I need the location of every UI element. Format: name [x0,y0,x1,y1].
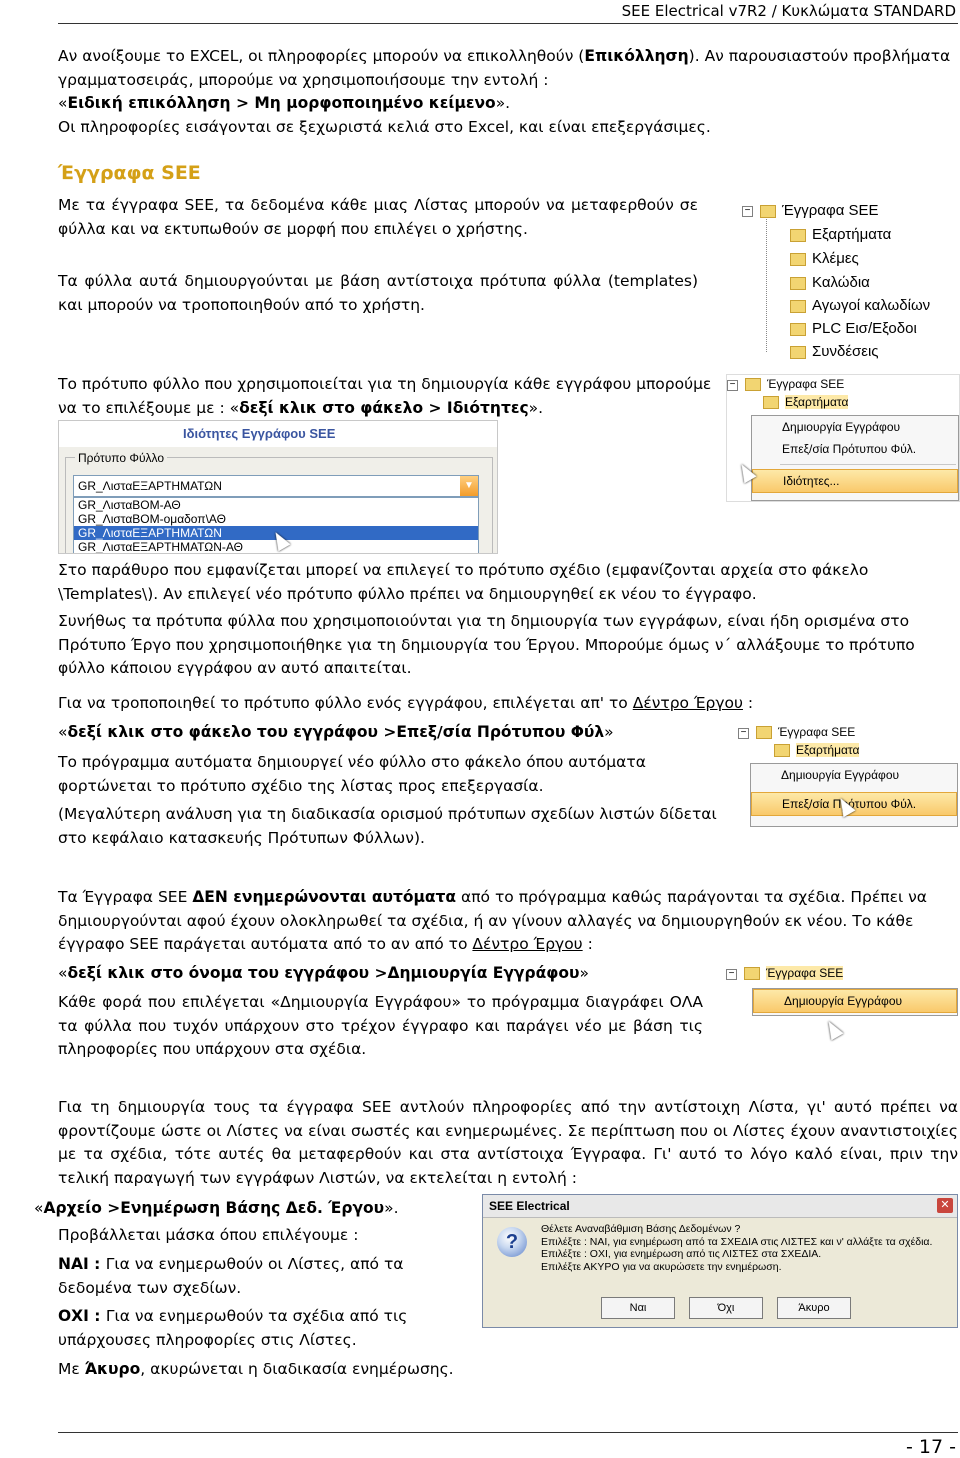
folder-icon [744,967,760,980]
text-bold: ΔΕΝ ενημερώνονται αυτόματα [192,888,457,906]
paragraph-mask: Προβάλλεται μάσκα όπου επιλέγουμε : [58,1226,359,1244]
message-line: Επιλέξτε ΑΚΥΡΟ για να ακυρώσετε την ενημέρωση. [541,1260,782,1273]
paragraph-more-info: (Μεγαλύτερη ανάλυση για τη διαδικασία ορισμού πρότυπων σχεδίων λιστών δίδεται στο κεφάλαιο κατασκευής Πρότυπων Φύλλων). [58,805,717,847]
paragraph-paste [58,45,958,139]
text: Για να ενημερωθούν τα σχέδια από τις υπάρχουσες πληροφορίες στις Λίστες. [58,1307,408,1349]
menu-item-edit-template[interactable]: Επεξ/σία Πρότυπου Φύλ. [751,792,957,816]
tree-item-see-docs[interactable] [744,966,843,980]
text: ». [384,1199,399,1217]
tree-item[interactable] [790,248,859,270]
folder-icon [790,229,806,242]
running-header: SEE Electrical v7R2 / Κυκλώματα STANDARD [621,2,956,20]
tree-label: Εξαρτήματα [812,226,892,243]
tree-item[interactable] [774,743,859,757]
paragraph-cancel [58,1358,488,1382]
folder-icon [763,396,779,409]
tree-label: Συνδέσεις [812,343,879,360]
text-bold: Αρχείο >Ενημέρωση Βάσης Δεδ. Έργου [43,1199,385,1217]
paragraph-window: Στο παράθυρο που εμφανίζεται μπορεί να επιλεγεί το πρότυπο σχέδιο (εμφανίζονται αρχεία στο φάκελο \Templates\). Αν επιλεγεί νέο πρότυπο φύλλο πρέπει να δημιουργηθεί εκ νέου το έγγραφο. [58,561,869,603]
text: » [604,723,614,741]
context-menu [750,763,958,827]
folder-icon [774,744,790,757]
tree-label: Εξαρτήματα [785,395,849,409]
section-title: Έγγραφα SEE [58,162,201,184]
mouse-cursor-icon [822,1018,843,1041]
collapse-icon: − [738,728,749,739]
folder-icon [745,378,761,391]
header-rule [58,23,958,24]
text: ». [528,398,544,417]
folder-icon [760,205,776,218]
text-bold: δεξί κλικ στο όνομα του εγγράφου >Δημιουργία Εγγράφου [67,964,580,982]
paragraph-update-lists: Για τη δημιουργία τους τα έγγραφα SEE αντλούν πληροφορίες από την αντίστοιχη Λίστα, γι' αυτό πρέπει να φροντίζουμε ώστε οι Λίστες να είναι σωστές και ενημερωμένες. Σε περίπτωση που οι Λίστες έχουν αναντιστοιχίες με τα σχέδια, τότε αυτές θα μεταφερθούν και στα αντίστοιχα Έγγραφα. Γι' αυτό το λόγο καλό είναι, πριν την τελική παραγωγή των εγγράφων Λιστών, να εκτελείται η εντολή : [58,1098,958,1187]
text: , ακυρώνεται η διαδικασία ενημέρωσης. [140,1360,454,1378]
paragraph-properties [58,373,718,420]
properties-dialog [58,420,498,554]
context-menu-screenshot-create [726,964,958,1046]
collapse-icon: − [726,969,737,980]
context-menu [752,988,958,1016]
paragraph-auto-sheet: Το πρόγραμμα αυτόματα δημιουργεί νέο φύλλο στο φάκελο όπου αυτόματα φορτώνεται το πρότυπο σχέδιο της λίστας προς επεξεργασία. [58,753,646,795]
text-bold: Δέντρο Έργου [632,694,743,712]
text: Για να τροποποιηθεί το πρότυπο φύλλο ενός εγγράφου, επιλέγεται απ' το [58,694,633,712]
tree-label: Έγγραφα SEE [767,377,845,391]
close-icon[interactable]: ✕ [937,1198,953,1213]
tree-item-see-docs[interactable] [745,377,844,391]
text: Με [58,1360,85,1378]
context-menu-screenshot-edit [738,723,958,827]
paragraph-command-update [34,1197,464,1221]
menu-item-edit-template[interactable]: Επεξ/σία Πρότυπου Φύλ. [782,442,917,456]
update-database-dialog [482,1194,958,1328]
group-label: Πρότυπο Φύλλο [75,451,167,465]
text-underlined: Δέντρο Έργου [472,935,583,953]
tree-item[interactable] [790,272,870,294]
text: Αν ανοίξουμε το EXCEL, οι πληροφορίες μπορούν να επικολληθούν ( [58,47,585,65]
footer-rule [58,1432,958,1433]
tree-item-see-docs[interactable] [760,200,879,222]
paragraph-yes [58,1253,458,1300]
text-bold: δεξί κλικ στο φάκελο > Ιδιότητες [239,398,529,417]
tree-item[interactable] [763,395,848,409]
menu-item-create-document[interactable]: Δημιουργία Εγγράφου [782,420,901,434]
paragraph-usually: Συνήθως τα πρότυπα φύλλα που χρησιμοποιούνται για τη δημιουργία των εγγράφων, είναι ήδη ορισμένα στο Πρότυπο Έργο που χρησιμοποιήθηκε για τη δημιουργία του Έργου. Μπορούμε όμως ν΄ αλλάξουμε το πρότυπο φύλλο κάποιου εγγράφου αν αυτό απαιτείται. [58,612,915,677]
menu-item-create-document[interactable]: Δημιουργία Εγγράφου [781,768,900,782]
text: Το πρότυπο φύλλο που χρησιμοποιείται για τη δημιουργία κάθε εγγράφου μπορούμε να το επιλέξουμε με : « [58,375,712,417]
tree-label: Κλέμες [812,250,859,267]
tree-label: Καλώδια [812,274,870,291]
dialog-title: SEE Electrical [483,1195,957,1218]
project-tree-screenshot [738,196,960,364]
template-select[interactable] [73,475,479,497]
text: Οι πληροφορίες εισάγονται σε ξεχωριστά κελιά στο Excel, και είναι επεξεργάσιμες. [58,117,711,136]
collapse-icon: − [727,380,738,391]
message-line: Επιλέξτε : ΝΑΙ, για ενημέρωση από τα ΣΧΕΔΙΑ στις ΛΙΣΤΕΣ και ν' αλλάξτε τα σχέδια. [541,1235,933,1248]
page-number: - 17 - [906,1436,956,1458]
text: ». [495,94,511,112]
tree-label: Έγγραφα SEE [778,725,856,739]
text: » [579,964,589,982]
tree-item[interactable] [790,318,917,340]
folder-icon [790,346,806,359]
list-item-selected[interactable]: GR_ΛισταΕΞΑΡΤΗΜΑΤΩΝ [74,526,478,540]
menu-item-create-document[interactable]: Δημιουργία Εγγράφου [753,989,957,1013]
paragraph-command-create [58,962,718,986]
dialog-title: Ιδιότητες Εγγράφου SEE [59,421,497,447]
text: « [58,964,68,982]
message-line: Θέλετε Αναναβάθμιση Βάσης Δεδομένων ? [541,1223,741,1235]
tree-label: Εξαρτήματα [796,743,860,757]
text: Για να ενημερωθούν οι Λίστες, από τα δεδομένα των σχεδίων. [58,1255,404,1297]
paragraph-templates: Τα φύλλα αυτά δημιουργούνται με βάση αντίστοιχα πρότυπα φύλλα (templates) και μπορούν να τροποποιηθούν από το χρήστη. [58,272,698,314]
text: Τα Έγγραφα SEE [58,888,193,906]
collapse-icon: − [742,206,753,217]
folder-icon [790,323,806,336]
text: από το πρόγραμμα καθώς παράγονται τα σχέδια. Πρέπει να δημιουργούνται αφού έχουν ολοκληρωθεί τα σχέδια, ή αν γίνουν αλλαγές να δημιουργηθούν εκ νέου. Το κάθε έγγραφο SEE παράγεται αυτόματα από το αν από το [58,888,927,953]
text-bold: Ειδική επικόλληση > Μη μορφοποιημένο κείμενο [67,94,496,112]
tree-item[interactable] [790,295,930,317]
tree-item[interactable] [790,341,879,363]
paragraph-each-time: Κάθε φορά που επιλέγεται «Δημιουργία Εγγράφου» το πρόγραμμα διαγράφει ΟΛΑ τα φύλλα που τυχόν υπάρχουν στο τρέχον έγγραφο και παράγει νέο με βάση τις πληροφορίες που υπάρχουν στα σχέδια. [58,993,703,1058]
folder-icon [790,300,806,313]
text: « [34,1199,44,1217]
text-bold: Επικόλληση [584,47,689,65]
cancel-button[interactable]: Άκυρο [777,1297,851,1319]
tree-label: Αγωγοί καλωδίων [812,297,931,314]
no-button[interactable]: Όχι [689,1297,763,1319]
menu-item-properties[interactable]: Ιδιότητες... [752,469,958,493]
chevron-down-icon[interactable]: ▼ [460,476,478,496]
text: « [58,723,68,741]
yes-button[interactable]: Ναι [601,1297,675,1319]
message-line: Επιλέξτε : ΟΧΙ, για ενημέρωση από τις ΛΙΣΤΕΣ στα ΣΧΕΔΙΑ. [541,1248,822,1260]
text-bold: Άκυρο [84,1360,141,1378]
text-bold: ΟΧΙ : [58,1307,106,1325]
paragraph-not-auto [58,886,958,957]
text: : [582,935,593,953]
text: ). Αν παρουσιαστούν προβλήματα γραμματοσειράς, μπορούμε να χρησιμοποιήσουμε την εντολή : [58,47,951,89]
folder-icon [790,253,806,266]
text: : [742,694,754,712]
context-menu [751,415,959,501]
folder-icon [756,726,772,739]
text-bold: ΝΑΙ : [58,1255,106,1273]
select-value: GR_ΛισταΕΞΑΡΤΗΜΑΤΩΝ [78,479,222,493]
list-item[interactable]: GR_ΛισταΕΞΑΡΤΗΜΑΤΩΝ-ΑΘ [78,540,244,554]
context-menu-screenshot [726,374,960,502]
tree-item-see-docs[interactable] [756,725,855,739]
tree-label: PLC Εισ/Εξοδοι [812,320,917,337]
paragraph-modify [58,692,958,716]
tree-label: Έγγραφα SEE [766,966,844,980]
text: « [58,94,68,112]
paragraph-command-edit [58,721,738,745]
question-icon: ? [497,1227,527,1257]
paragraph-no [58,1305,458,1352]
dialog-message [541,1223,951,1273]
list-item[interactable]: GR_ΛισταΒΟΜ-ΑΘ [78,498,181,512]
tree-label: Έγγραφα SEE [782,202,879,219]
tree-item[interactable] [790,224,891,246]
list-item[interactable]: GR_ΛισταΒΟΜ-ομαδοπ\ΑΘ [78,512,227,526]
paragraph-see-docs: Με τα έγγραφα SEE, τα δεδομένα κάθε μιας Λίστας μπορούν να μεταφερθούν σε φύλλα και να εκτυπωθούν σε μορφή που επιλέγει ο χρήστης. [58,196,698,238]
folder-icon [790,277,806,290]
text-bold: δεξί κλικ στο φάκελο του εγγράφου >Επεξ/σία Πρότυπου Φύλ [67,723,605,741]
